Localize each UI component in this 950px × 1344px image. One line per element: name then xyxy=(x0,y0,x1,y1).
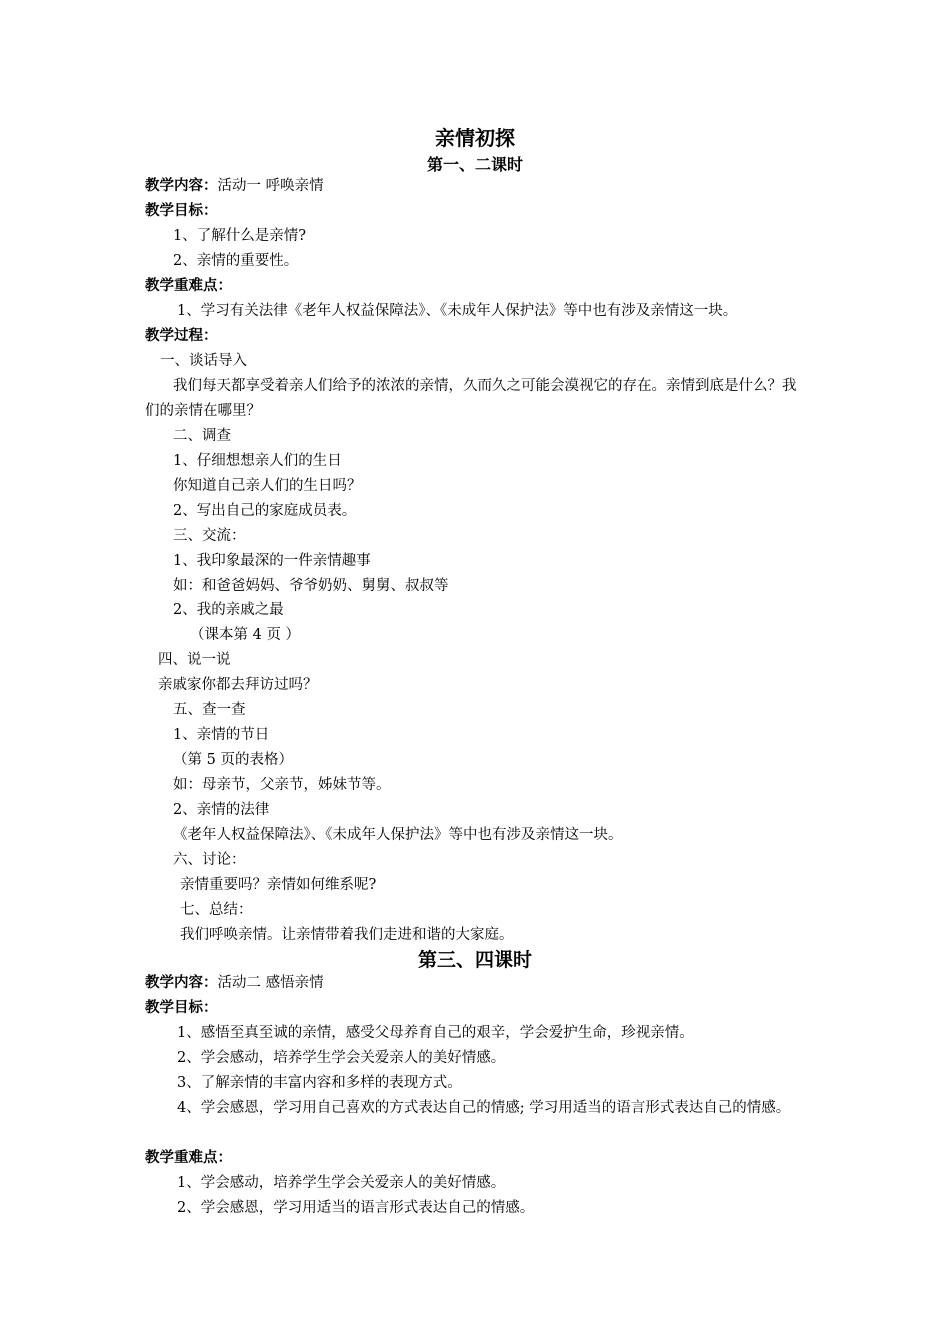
teaching-content-label: 教学内容： xyxy=(145,975,218,991)
process-step: 我们呼唤亲情。让亲情带着我们走进和谐的大家庭。 xyxy=(180,927,514,943)
teaching-content-row xyxy=(145,174,825,199)
process-step: （第 5 页的表格） xyxy=(173,752,293,768)
key-point-item: 2、学会感恩，学习用适当的语言形式表达自己的情感。 xyxy=(177,1200,535,1216)
goal-item: 2、学会感动，培养学生学会关爱亲人的美好情感。 xyxy=(177,1050,506,1066)
teaching-process-label: 教学过程： xyxy=(145,328,218,344)
process-step: （课本第 4 页 ） xyxy=(190,627,301,643)
key-point-item: 1、学习有关法律《老年人权益保障法》、《未成年人保护法》等中也有涉及亲情这一块。 xyxy=(177,303,738,319)
teaching-content-value: 活动一 呼唤亲情 xyxy=(217,178,324,194)
teaching-goals-label: 教学目标： xyxy=(145,203,218,219)
process-step: 二、调查 xyxy=(173,428,231,444)
process-step: 三、交流： xyxy=(173,528,246,544)
process-step: 亲情重要吗？亲情如何维系呢? xyxy=(180,877,377,893)
teaching-content-row xyxy=(145,971,825,996)
process-step: 《老年人权益保障法》、《未成年人保护法》等中也有涉及亲情这一块。 xyxy=(173,827,623,843)
process-step: 如：母亲节，父亲节，姊妹节等。 xyxy=(173,777,391,793)
process-step: 如：和爸爸妈妈、爷爷奶奶、舅舅、叔叔等 xyxy=(173,578,449,594)
teaching-content-value: 活动二 感悟亲情 xyxy=(217,975,324,991)
process-step: 你知道自己亲人们的生日吗？ xyxy=(173,478,362,494)
key-points-label: 教学重难点： xyxy=(145,1150,232,1166)
key-point-item: 1、学会感动，培养学生学会关爱亲人的美好情感。 xyxy=(177,1175,506,1191)
process-step: 1、我印象最深的一件亲情趣事 xyxy=(173,553,371,569)
key-points-label: 教学重难点： xyxy=(145,278,232,294)
process-step: 五、查一查 xyxy=(173,702,246,718)
process-step: 一、谈话导入 xyxy=(160,353,247,369)
goal-item: 2、亲情的重要性。 xyxy=(173,253,299,269)
section-heading-2: 第三、四课时 xyxy=(417,949,532,971)
goal-item: 1、了解什么是亲情? xyxy=(173,228,306,244)
process-step: 2、写出自己的家庭成员表。 xyxy=(173,503,357,519)
process-step: 六、讨论： xyxy=(173,852,246,868)
goal-item: 3、了解亲情的丰富内容和多样的表现方式。 xyxy=(177,1075,462,1091)
process-step: 亲戚家你都去拜访过吗？ xyxy=(158,677,318,693)
process-step: 1、仔细想想亲人们的生日 xyxy=(173,453,342,469)
process-step: 2、亲情的法律 xyxy=(173,802,270,818)
goal-item: 1、感悟至真至诚的亲情，感受父母养育自己的艰辛，学会爱护生命，珍视亲情。 xyxy=(177,1025,694,1041)
process-step: 四、说一说 xyxy=(158,652,231,668)
teaching-goals-label: 教学目标： xyxy=(145,1000,218,1016)
goal-item: 4、学会感恩，学习用自己喜欢的方式表达自己的情感; 学习用适当的语言形式表达自己的情感。 xyxy=(177,1100,791,1116)
process-paragraph: 我们每天都享受着亲人们给予的浓浓的亲情，久而久之可能会漠视它的存在。亲情到底是什么？我们的亲情在哪里？ xyxy=(145,378,797,419)
section-heading-1: 第一、二课时 xyxy=(426,155,523,174)
process-step: 2、我的亲戚之最 xyxy=(173,602,284,618)
teaching-content-label: 教学内容： xyxy=(145,178,218,194)
document-title: 亲情初探 xyxy=(435,126,515,150)
process-step: 1、亲情的节日 xyxy=(173,727,270,743)
process-step: 七、总结： xyxy=(180,902,253,918)
